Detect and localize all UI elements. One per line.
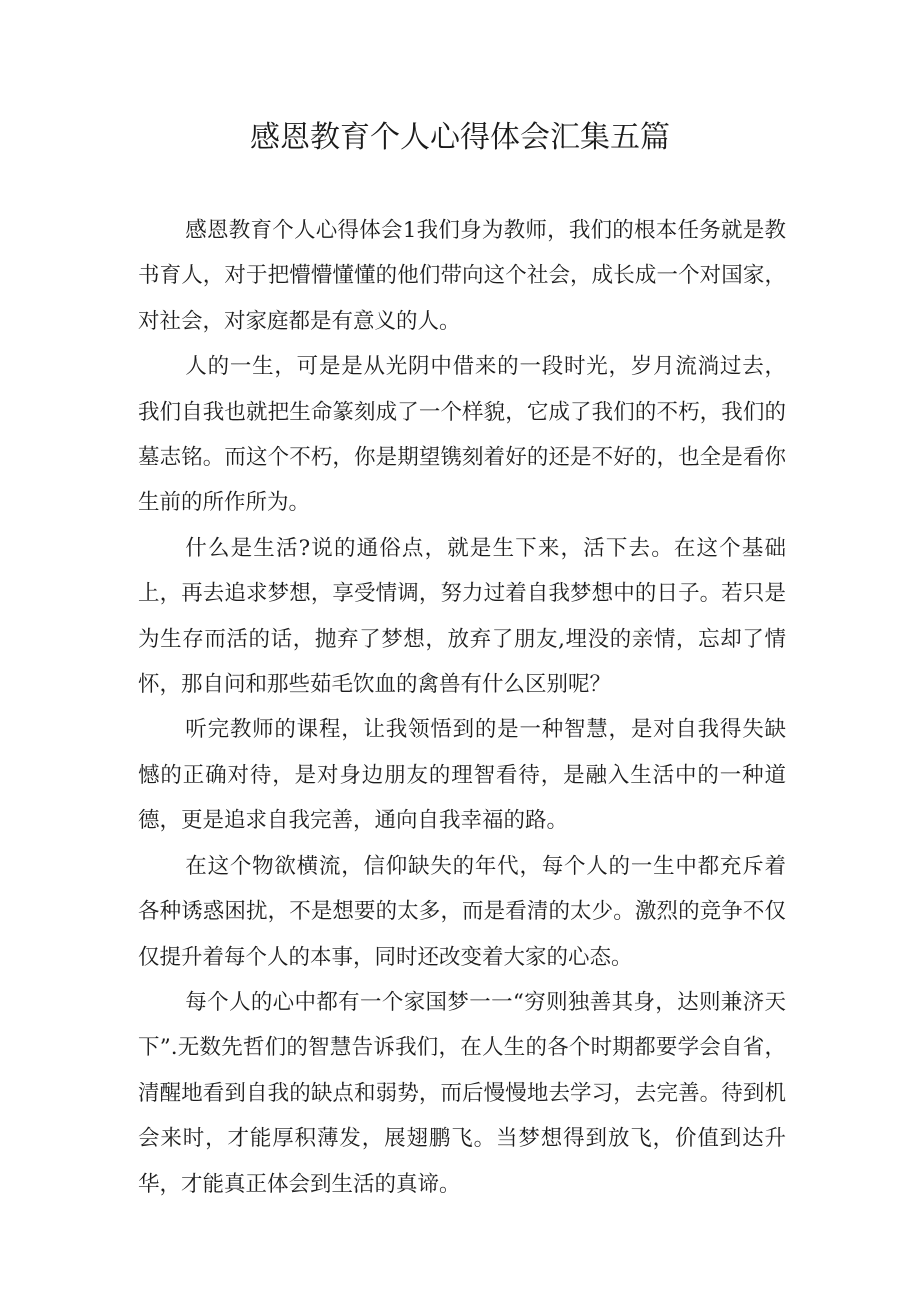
paragraph: 人的一生，可是是从光阴中借来的一段时光，岁月流淌过去，我们自我也就把生命篆刻成了一个样貌，它成了我们的不朽，我们的墓志铭。而这个不朽，你是期望镌刻着好的还是不好的，也全是看你生前的所作所为。 (138, 354, 786, 516)
paragraph: 感恩教育个人心得体会1我们身为教师，我们的根本任务就是教书育人，对于把懵懵懂懂的他们带向这个社会，成长成一个对国家，对社会，对家庭都是有意义的人。 (138, 218, 786, 334)
paragraph: 在这个物欲横流，信仰缺失的年代，每个人的一生中都充斥着各种诱惑困扰，不是想要的太多，而是看清的太少。激烈的竞争不仅仅提升着每个人的本事，同时还改变着大家的心态。 (138, 853, 786, 970)
document-body (138, 208, 786, 1207)
document-title: 感恩教育个人心得体会汇集五篇 (250, 120, 670, 155)
paragraph: 什么是生活?说的通俗点，就是生下来，活下去。在这个基础上，再去追求梦想，享受情调，努力过着自我梦想中的日子。若只是为生存而活的话，抛弃了梦想，放弃了朋友,埋没的亲情，忘却了情怀，那自问和那些茹毛饮血的禽兽有什么区别呢？ (138, 535, 786, 698)
paragraph: 每个人的心中都有一个家国梦一一“穷则独善其身，达则兼济天下”.无数先哲们的智慧告诉我们，在人生的各个时期都要学会自省，清醒地看到自我的缺点和弱势，而后慢慢地去学习，去完善。待到机会来时，才能厚积薄发，展翅鹏飞。当梦想得到放飞，价值到达升华，才能真正体会到生活的真谛。 (138, 989, 786, 1197)
paragraph: 听完教师的课程，让我领悟到的是一种智慧，是对自我得失缺憾的正确对待，是对身边朋友的理智看待，是融入生活中的一种道德，更是追求自我完善，通向自我幸福的路。 (138, 717, 786, 834)
